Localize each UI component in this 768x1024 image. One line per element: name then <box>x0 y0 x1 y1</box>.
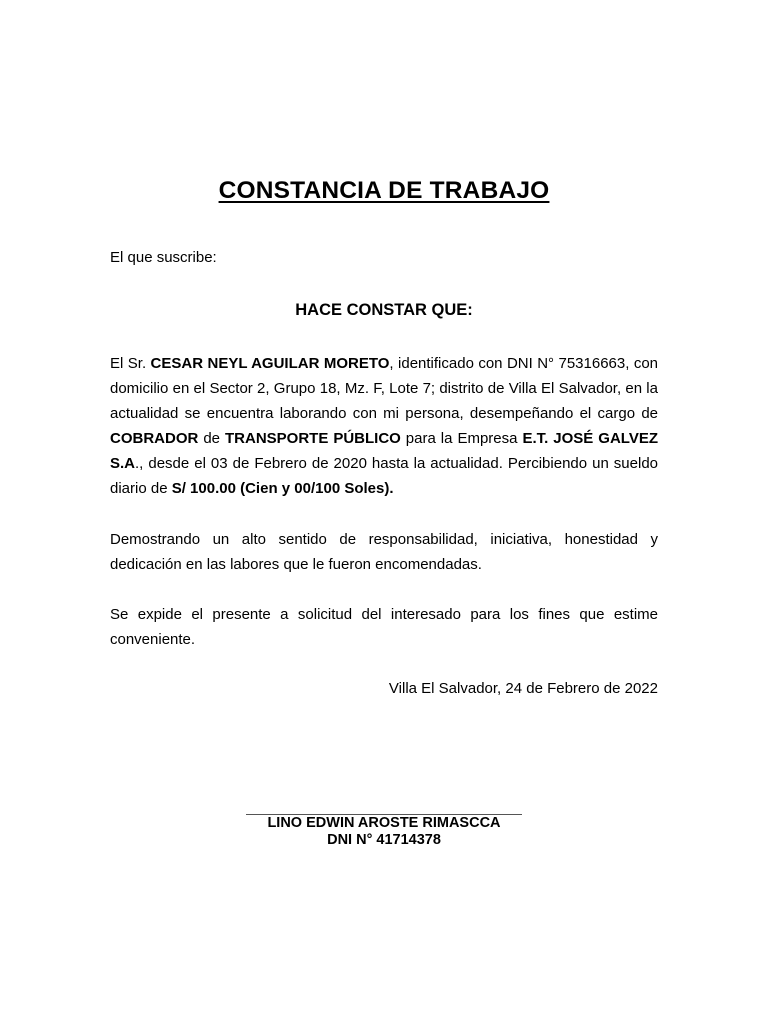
document-title: CONSTANCIA DE TRABAJO <box>218 177 550 204</box>
paragraph-purpose: Se expide el presente a solicitud del interesado para los fines que estime conveniente. <box>110 606 658 648</box>
paragraph-qualities: Demostrando un alto sentido de responsabilidad, iniciativa, honestidad y dedicación en las labores que le fueron encomendadas. <box>110 531 658 573</box>
signer-dni: DNI N° 41714378 <box>327 832 441 848</box>
p1-part4: para la Empresa <box>400 430 523 447</box>
employee-name: CESAR NEYL AGUILAR MORETO <box>150 355 390 372</box>
company-name: E.T. JOSÉ GALVEZ S.A <box>110 430 659 472</box>
p1-part2: , identificado con DNI N° 75316663, con domicilio en el Sector 2, Grupo 18, Mz. F, Lote 7; distrito de Villa El Salvador, en la actualidad se encuentra laborando con mi persona, desempeñando el cargo de <box>110 355 659 422</box>
p1-prefix: El Sr. <box>110 355 151 372</box>
document-subtitle: HACE CONSTAR QUE: <box>295 301 473 319</box>
signature-block <box>0 815 768 849</box>
job-position: COBRADOR <box>110 430 199 447</box>
p1-part5: ., desde el 03 de Febrero de 2020 hasta la actualidad. Percibiendo un sueldo diario de <box>110 455 658 497</box>
salary: S/ 100.00 (Cien y 00/100 Soles). <box>171 480 394 497</box>
signer-name: LINO EDWIN AROSTE RIMASCCA <box>267 815 501 831</box>
job-sector: TRANSPORTE PÚBLICO <box>225 430 401 447</box>
intro-text: El que suscribe: <box>110 249 217 266</box>
p1-part3: de <box>198 430 225 447</box>
date-line: Villa El Salvador, 24 de Febrero de 2022 <box>388 680 658 697</box>
paragraph-employment-details <box>110 351 658 501</box>
